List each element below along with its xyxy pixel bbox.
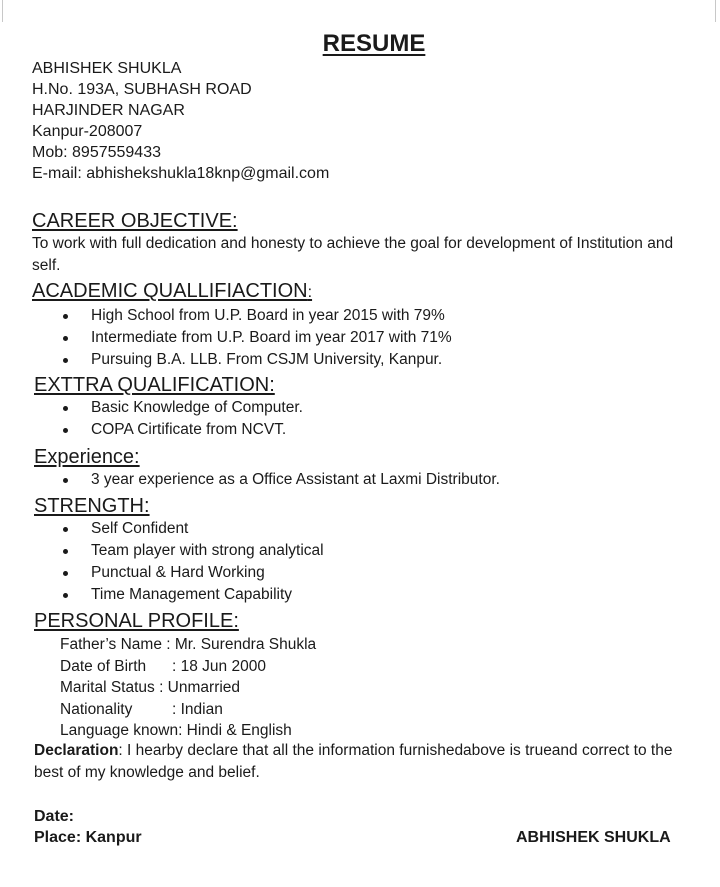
personal-profile-section	[34, 609, 706, 633]
declaration-paragraph	[34, 740, 704, 784]
list-item: Team player with strong analytical	[32, 540, 706, 562]
dob-value: : 18 Jun 2000	[172, 657, 266, 675]
page-corner-mark-right	[715, 0, 716, 22]
father-name-label: Father’s Name	[60, 636, 162, 653]
extra-qualification-section	[34, 373, 706, 441]
father-name-row	[60, 634, 316, 656]
date-field: Date:	[34, 808, 75, 825]
list-item: Intermediate from U.P. Board im year 2017 with 71%	[32, 327, 704, 349]
applicant-name: ABHISHEK SHUKLA	[32, 60, 182, 77]
declaration-label: Declaration	[34, 742, 119, 759]
career-objective-section	[32, 209, 704, 277]
language-row: Language known: Hindi & English	[60, 722, 292, 739]
marital-status-label: Marital Status	[60, 679, 155, 696]
strength-section	[34, 494, 706, 606]
dob-label: Date of Birth	[60, 657, 147, 675]
strength-heading: STRENGTH:	[34, 495, 150, 517]
nationality-label: Nationality	[60, 700, 133, 718]
list-item: Self Confident	[32, 518, 706, 540]
list-item: Time Management Capability	[32, 584, 706, 606]
academic-heading-colon: :	[307, 284, 313, 301]
strength-list	[32, 518, 706, 606]
academic-section	[32, 279, 704, 371]
list-item: COPA Cirtificate from NCVT.	[32, 419, 706, 441]
place-field: Place: Kanpur	[34, 829, 142, 846]
career-objective-text: To work with full dedication and honesty to achieve the goal for development of Institution and self.	[32, 235, 674, 274]
nationality-row	[60, 699, 316, 721]
mobile-number: Mob: 8957559433	[32, 144, 161, 161]
contact-block	[32, 58, 329, 184]
academic-list	[32, 305, 704, 371]
experience-heading: Experience:	[34, 446, 140, 468]
list-item: Pursuing B.A. LLB. From CSJM University, Kanpur.	[32, 349, 704, 371]
career-objective-heading: CAREER OBJECTIVE:	[32, 210, 238, 232]
extra-qualification-list	[32, 397, 706, 441]
nationality-value: : Indian	[172, 700, 223, 718]
page-corner-mark-left	[2, 0, 3, 22]
list-item: High School from U.P. Board in year 2015 with 79%	[32, 305, 704, 327]
personal-profile-details	[60, 634, 316, 742]
address-line-1: H.No. 193A, SUBHASH ROAD	[32, 81, 252, 98]
address-city: Kanpur-208007	[32, 123, 143, 140]
experience-section	[34, 445, 706, 491]
extra-qualification-heading: EXTTRA QUALIFICATION:	[34, 374, 275, 396]
dob-row	[60, 656, 316, 678]
list-item: 3 year experience as a Office Assistant at Laxmi Distributor.	[32, 469, 706, 491]
declaration-text: : I hearby declare that all the information furnishedabove is trueand correct to the best of my knowledge and belief.	[34, 742, 673, 781]
list-item: Punctual & Hard Working	[32, 562, 706, 584]
email-address: E-mail: abhishekshukla18knp@gmail.com	[32, 165, 330, 182]
resume-title: RESUME	[322, 30, 426, 57]
academic-heading-text: ACADEMIC QUALLIFIACTION	[32, 280, 308, 302]
academic-heading	[32, 279, 704, 305]
list-item: Basic Knowledge of Computer.	[32, 397, 706, 419]
marital-status-row	[60, 677, 316, 699]
personal-profile-heading: PERSONAL PROFILE:	[34, 610, 239, 632]
address-line-2: HARJINDER NAGAR	[32, 102, 185, 119]
experience-list	[32, 469, 706, 491]
father-name-value: : Mr. Surendra Shukla	[161, 636, 317, 653]
marital-status-value: : Unmarried	[154, 679, 241, 696]
signature-name: ABHISHEK SHUKLA	[516, 829, 671, 846]
